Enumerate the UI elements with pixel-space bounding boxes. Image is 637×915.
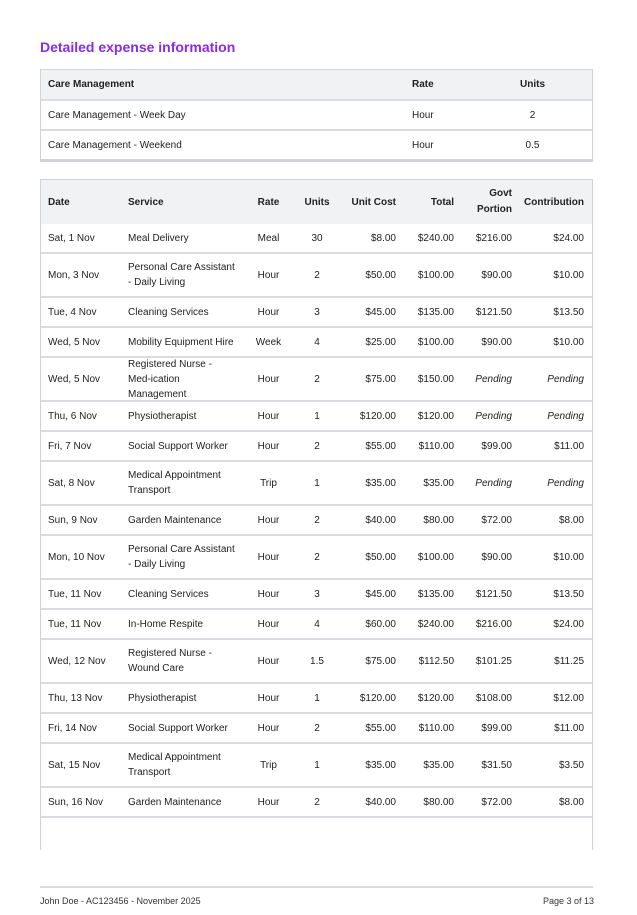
- detail-row: [41, 714, 592, 744]
- detail-row: [41, 298, 592, 328]
- header-units: Units: [520, 79, 545, 90]
- cell-contribution: Pending: [547, 373, 584, 385]
- cell-unit-cost: $35.00: [365, 759, 396, 771]
- cell-units: 3: [314, 588, 320, 600]
- cell-contribution: $13.50: [553, 588, 584, 600]
- detail-row: [41, 402, 592, 432]
- cell-contribution: $8.00: [558, 514, 584, 526]
- cell-unit-cost: $55.00: [365, 440, 396, 452]
- cell-units: 30: [311, 232, 323, 244]
- cell-unit-cost: $8.00: [370, 232, 396, 244]
- cell-total: $120.00: [417, 692, 454, 704]
- cell-service: Personal Care Assistant - Daily Living: [128, 262, 235, 288]
- cell-date: Tue, 11 Nov: [48, 588, 102, 600]
- detail-row: [41, 640, 592, 684]
- cell-total: $110.00: [418, 722, 454, 734]
- cell-unit-cost: $120.00: [359, 410, 396, 422]
- detail-row: [41, 224, 592, 254]
- cell-service: Registered Nurse - Med-ication Management: [128, 358, 212, 400]
- cell-unit-cost: $75.00: [365, 655, 396, 667]
- cell-total: $100.00: [417, 551, 454, 563]
- cell-govt-portion: $90.00: [481, 269, 512, 281]
- cell-date: Mon, 10 Nov: [48, 551, 105, 563]
- cell-rate: Hour: [257, 306, 280, 318]
- cell-rate: Hour: [257, 618, 280, 630]
- header-care-management: Care Management: [48, 79, 135, 90]
- cell-units: 2: [314, 514, 320, 526]
- cell-contribution: $10.00: [553, 269, 584, 281]
- detail-row: [41, 462, 592, 506]
- cell-units: 4: [314, 618, 320, 630]
- cell-total: $80.00: [423, 796, 454, 808]
- cell-govt-portion: $31.50: [481, 759, 512, 771]
- header-govt-portion: Govt Portion: [477, 188, 512, 215]
- cell-govt-portion: $121.50: [475, 306, 512, 318]
- cell-contribution: $12.00: [553, 692, 584, 704]
- cell-govt-portion: $99.00: [481, 440, 512, 452]
- detail-row: [41, 328, 592, 358]
- cell-total: $112.50: [418, 655, 454, 667]
- cell-rate: Hour: [257, 551, 280, 563]
- cell-unit-cost: $40.00: [365, 796, 396, 808]
- cell-contribution: $8.00: [558, 796, 584, 808]
- detail-row: [41, 744, 592, 788]
- care-management-header-row: [41, 70, 592, 99]
- cell-govt-portion: $72.00: [481, 514, 512, 526]
- cell-total: $240.00: [417, 232, 454, 244]
- cell-service: Social Support Worker: [128, 440, 228, 452]
- cell-service: Garden Maintenance: [128, 514, 222, 526]
- cell-service: Physiotherapist: [128, 692, 197, 704]
- cell-service: Care Management - Weekend: [48, 139, 182, 151]
- cell-rate: Hour: [257, 269, 280, 281]
- cell-total: $135.00: [417, 306, 454, 318]
- cell-units: 2: [314, 551, 320, 563]
- cell-total: $110.00: [418, 440, 454, 452]
- detail-row: [41, 684, 592, 714]
- cell-units: 3: [314, 306, 320, 318]
- header-service: Service: [128, 196, 164, 208]
- detail-row: [41, 254, 592, 298]
- detail-row: [41, 358, 592, 402]
- cell-units: 0.5: [525, 139, 540, 151]
- cell-rate: Hour: [257, 796, 280, 808]
- cell-total: $240.00: [417, 618, 454, 630]
- cell-date: Mon, 3 Nov: [48, 269, 100, 281]
- care-management-row: [41, 99, 592, 129]
- cell-date: Fri, 7 Nov: [48, 440, 92, 452]
- cell-date: Sat, 8 Nov: [48, 477, 95, 489]
- cell-units: 2: [314, 796, 320, 808]
- detail-row: [41, 432, 592, 462]
- cell-units: 1: [314, 759, 320, 771]
- section-heading: Detailed expense information: [40, 39, 236, 55]
- cell-date: Thu, 6 Nov: [48, 410, 97, 422]
- cell-govt-portion: $90.00: [481, 336, 512, 348]
- cell-service: Garden Maintenance: [128, 796, 222, 808]
- cell-contribution: $10.00: [553, 551, 584, 563]
- cell-date: Tue, 11 Nov: [48, 618, 102, 630]
- cell-rate: Hour: [257, 722, 280, 734]
- cell-date: Wed, 12 Nov: [48, 655, 106, 667]
- cell-service: Cleaning Services: [128, 306, 209, 318]
- cell-total: $150.00: [417, 373, 454, 385]
- cell-govt-portion: $72.00: [481, 796, 512, 808]
- cell-date: Tue, 4 Nov: [48, 306, 97, 318]
- cell-unit-cost: $120.00: [359, 692, 396, 704]
- footer-divider: [40, 886, 593, 888]
- footer-account-info: John Doe - AC123456 - November 2025: [40, 896, 201, 906]
- cell-units: 1: [314, 410, 320, 422]
- cell-units: 4: [314, 336, 320, 348]
- cell-unit-cost: $45.00: [365, 306, 396, 318]
- cell-service: Medical Appointment Transport: [128, 752, 221, 778]
- cell-govt-portion: Pending: [475, 373, 512, 385]
- cell-rate: Trip: [260, 759, 277, 771]
- cell-service: In-Home Respite: [128, 618, 204, 630]
- detail-table-body: [41, 224, 592, 818]
- cell-units: 1: [314, 477, 320, 489]
- cell-units: 2: [314, 269, 320, 281]
- detail-row: [41, 610, 592, 640]
- cell-service: Personal Care Assistant - Daily Living: [128, 544, 235, 570]
- cell-total: $100.00: [417, 269, 454, 281]
- cell-unit-cost: $25.00: [365, 336, 396, 348]
- cell-contribution: $11.00: [554, 722, 584, 734]
- cell-total: $120.00: [417, 410, 454, 422]
- cell-rate: Hour: [257, 410, 280, 422]
- cell-date: Wed, 5 Nov: [48, 373, 101, 385]
- cell-govt-portion: $121.50: [475, 588, 512, 600]
- cell-contribution: $11.00: [554, 440, 584, 452]
- cell-service: Cleaning Services: [128, 588, 209, 600]
- cell-unit-cost: $55.00: [365, 722, 396, 734]
- cell-govt-portion: Pending: [475, 410, 512, 422]
- cell-date: Sat, 1 Nov: [48, 232, 95, 244]
- cell-units: 2: [314, 722, 320, 734]
- cell-govt-portion: $90.00: [481, 551, 512, 563]
- header-rate: Rate: [257, 196, 280, 208]
- cell-contribution: $10.00: [553, 336, 584, 348]
- cell-total: $35.00: [423, 477, 454, 489]
- care-management-table: [40, 69, 593, 162]
- cell-service: Meal Delivery: [128, 232, 189, 244]
- cell-rate: Hour: [257, 373, 280, 385]
- cell-rate: Hour: [257, 514, 280, 526]
- cell-unit-cost: $45.00: [365, 588, 396, 600]
- header-rate: Rate: [412, 79, 434, 90]
- cell-service: Physiotherapist: [128, 410, 197, 422]
- cell-rate: Hour: [257, 440, 280, 452]
- cell-contribution: $24.00: [553, 618, 584, 630]
- cell-units: 1.5: [310, 655, 324, 667]
- cell-govt-portion: Pending: [475, 477, 512, 489]
- cell-rate: Hour: [257, 588, 280, 600]
- cell-units: 2: [314, 440, 320, 452]
- cell-units: 2: [529, 109, 536, 121]
- cell-unit-cost: $50.00: [365, 269, 396, 281]
- header-date: Date: [48, 196, 70, 208]
- cell-date: Sun, 16 Nov: [48, 796, 104, 808]
- detail-row: [41, 788, 592, 818]
- detail-row: [41, 506, 592, 536]
- cell-date: Thu, 13 Nov: [48, 692, 103, 704]
- cell-contribution: $13.50: [553, 306, 584, 318]
- cell-govt-portion: $216.00: [475, 232, 512, 244]
- cell-service: Social Support Worker: [128, 722, 228, 734]
- cell-unit-cost: $35.00: [365, 477, 396, 489]
- cell-contribution: $3.50: [558, 759, 584, 771]
- cell-contribution: $11.25: [554, 655, 584, 667]
- cell-govt-portion: $216.00: [475, 618, 512, 630]
- cell-contribution: $24.00: [553, 232, 584, 244]
- cell-contribution: Pending: [547, 477, 584, 489]
- header-unit-cost: Unit Cost: [351, 196, 396, 208]
- cell-date: Sun, 9 Nov: [48, 514, 98, 526]
- cell-units: 1: [314, 692, 320, 704]
- cell-units: 2: [314, 373, 320, 385]
- cell-rate: Hour: [412, 139, 434, 151]
- cell-contribution: Pending: [547, 410, 584, 422]
- cell-service: Care Management - Week Day: [48, 109, 186, 121]
- cell-total: $35.00: [423, 759, 454, 771]
- cell-rate: Hour: [412, 109, 434, 121]
- header-total: Total: [430, 196, 454, 208]
- cell-govt-portion: $101.25: [475, 655, 512, 667]
- expense-detail-table: [40, 179, 593, 850]
- cell-rate: Hour: [257, 692, 280, 704]
- cell-rate: Week: [255, 336, 282, 348]
- cell-date: Fri, 14 Nov: [48, 722, 97, 734]
- header-units: Units: [304, 196, 330, 208]
- detail-row: [41, 580, 592, 610]
- cell-unit-cost: $60.00: [365, 618, 396, 630]
- cell-service: Medical Appointment Transport: [128, 470, 221, 496]
- cell-total: $135.00: [417, 588, 454, 600]
- header-contribution: Contribution: [524, 196, 584, 208]
- cell-service: Registered Nurse - Wound Care: [128, 648, 212, 674]
- cell-date: Sat, 15 Nov: [48, 759, 101, 771]
- care-management-row: [41, 129, 592, 159]
- cell-rate: Trip: [260, 477, 277, 489]
- cell-govt-portion: $99.00: [481, 722, 512, 734]
- detail-row: [41, 536, 592, 580]
- cell-rate: Meal: [257, 232, 280, 244]
- cell-unit-cost: $50.00: [365, 551, 396, 563]
- cell-total: $80.00: [423, 514, 454, 526]
- cell-date: Wed, 5 Nov: [48, 336, 101, 348]
- detail-header-row: [41, 180, 592, 224]
- cell-service: Mobility Equipment Hire: [128, 336, 234, 348]
- cell-unit-cost: $40.00: [365, 514, 396, 526]
- cell-unit-cost: $75.00: [365, 373, 396, 385]
- footer-page-number: Page 3 of 13: [543, 896, 595, 906]
- cell-total: $100.00: [417, 336, 454, 348]
- cell-govt-portion: $108.00: [475, 692, 512, 704]
- cell-rate: Hour: [257, 655, 280, 667]
